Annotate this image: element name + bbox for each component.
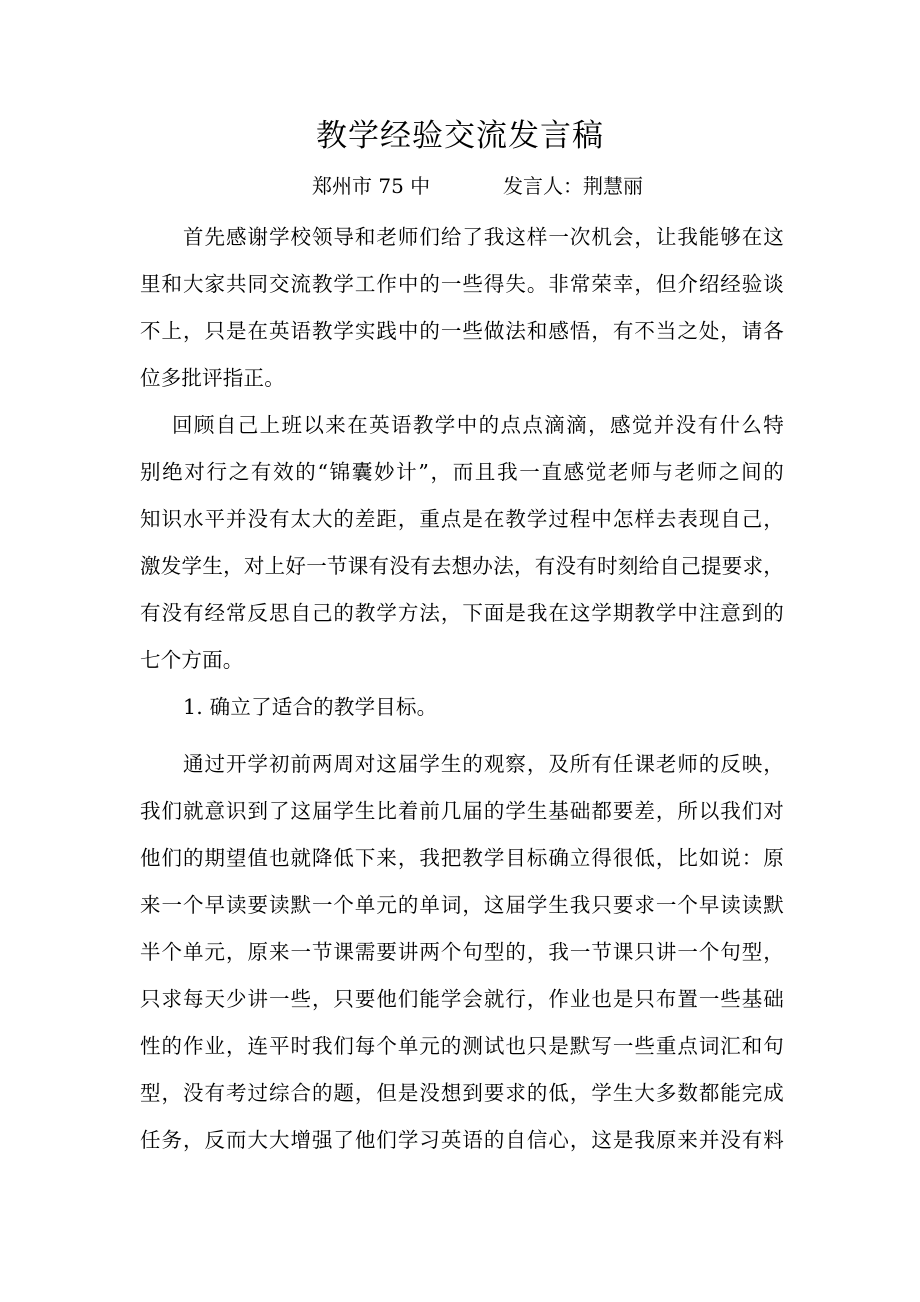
paragraph-line: 里和大家共同交流教学工作中的一些得失。非常荣幸，但介绍经验谈 [140,272,784,296]
paragraph-line: 有没有经常反思自己的教学方法，下面是我在这学期教学中注意到的 [140,601,784,625]
byline-speaker: 发言人：荆慧丽 [503,174,643,198]
paragraph-line: 激发学生，对上好一节课有没有去想办法，有没有时刻给自己提要求， [140,554,784,578]
document-title: 教学经验交流发言稿 [316,118,604,154]
paragraph-line: 型，没有考过综合的题，但是没想到要求的低，学生大多数都能完成 [140,1081,784,1105]
byline-school: 郑州市 75 中 [312,174,431,198]
paragraph-line: 不上，只是在英语教学实践中的一些做法和感悟，有不当之处，请各 [140,319,784,343]
paragraph-line: 任务，反而大大增强了他们学习英语的自信心，这是我原来并没有料 [140,1128,784,1152]
paragraph-line: 别绝对行之有效的“锦囊妙计”，而且我一直感觉老师与老师之间的 [140,460,784,484]
paragraph-line: 性的作业，连平时我们每个单元的测试也只是默写一些重点词汇和句 [140,1034,784,1058]
paragraph-line: 只求每天少讲一些，只要他们能学会就行，作业也是只布置一些基础 [140,987,784,1011]
section-heading: 1. 确立了适合的教学目标。 [183,695,438,719]
paragraph-line: 七个方面。 [140,648,244,672]
paragraph-line: 我们就意识到了这届学生比着前几届的学生基础都要差，所以我们对 [140,799,784,823]
paragraph-line: 首先感谢学校领导和老师们给了我这样一次机会，让我能够在这 [183,225,784,249]
paragraph-line: 知识水平并没有太大的差距，重点是在教学过程中怎样去表现自己， [140,507,784,531]
paragraph-line: 通过开学初前两周对这届学生的观察，及所有任课老师的反映， [183,752,784,776]
paragraph-line: 来一个早读要读默一个单元的单词，这届学生我只要求一个早读读默 [140,893,784,917]
paragraph-line: 半个单元，原来一节课需要讲两个句型的，我一节课只讲一个句型， [140,940,784,964]
paragraph-line: 他们的期望值也就降低下来，我把教学目标确立得很低，比如说：原 [140,846,784,870]
paragraph-line: 位多批评指正。 [140,366,285,390]
paragraph-line: 回顾自己上班以来在英语教学中的点点滴滴，感觉并没有什么特 [172,413,784,437]
